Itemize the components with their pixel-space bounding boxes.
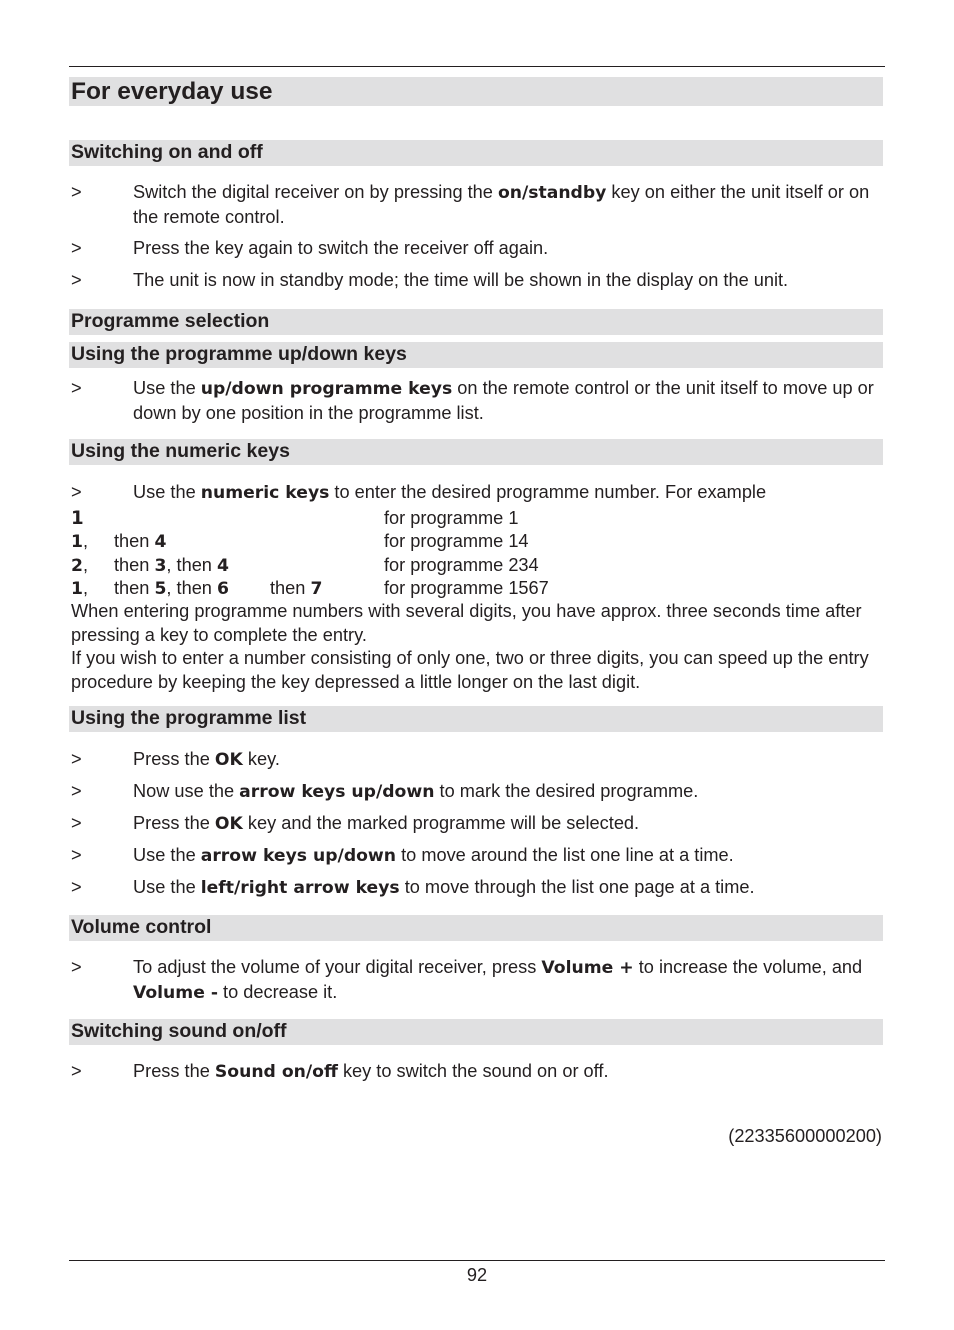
text: key. (242, 749, 280, 769)
section-heading-volume: Volume control (69, 915, 883, 941)
key-name: arrow keys up/down (239, 782, 435, 802)
text: to increase the volume, and (633, 957, 863, 977)
bullet-marker: > (71, 957, 82, 977)
text: to enter the desired programme number. For example (329, 482, 767, 502)
text: key to switch the sound on or off. (337, 1061, 609, 1081)
text: Use the (133, 877, 201, 897)
key-name: OK (214, 750, 243, 770)
subsection-heading-list: Using the programme list (69, 706, 883, 732)
text: on the remote control or the unit itself to move up or down by one position in the programme list. (133, 378, 874, 423)
bullet-marker: > (71, 378, 82, 398)
key-name: OK (214, 814, 243, 834)
text: Use the (133, 845, 201, 865)
paragraph: When entering programme numbers with several digits, you have approx. three seconds time after pressing a key to complete the entry. (71, 601, 862, 645)
section-heading-programme: Programme selection (69, 309, 883, 335)
key-name: numeric keys (200, 483, 330, 503)
text: to move around the list one line at a time. (396, 845, 734, 865)
text: Switch the digital receiver on by pressing the (133, 182, 498, 202)
paragraph: If you wish to enter a number consisting of only one, two or three digits, you can speed up the entry procedure by keeping the key depressed a little longer on the last digit. (71, 648, 869, 692)
text: to mark the desired programme. (434, 781, 699, 801)
example-description: for programme 234 (384, 555, 539, 575)
top-rule (69, 66, 885, 67)
text: Press the (133, 1061, 215, 1081)
bullet-marker: > (71, 749, 82, 769)
key-digit: 5 (154, 579, 167, 599)
key-name: on/standby (497, 183, 607, 203)
bullet-marker: > (71, 482, 82, 502)
bullet-marker: > (71, 238, 82, 258)
key-digit: 2 (71, 556, 83, 576)
text: The unit is now in standby mode; the time will be shown in the display on the unit. (133, 270, 789, 290)
bottom-rule (69, 1260, 885, 1261)
text: then (114, 531, 155, 551)
section-heading-sound: Switching sound on/off (69, 1019, 883, 1045)
text: Use the (133, 378, 201, 398)
example-description: for programme 1567 (384, 578, 549, 598)
text: then (114, 578, 155, 598)
text: Now use the (133, 781, 240, 801)
text: Press the key again to switch the receiver off again. (133, 238, 549, 258)
bullet-marker: > (71, 813, 82, 833)
subsection-heading-updown: Using the programme up/down keys (69, 342, 883, 368)
text: , (82, 531, 89, 551)
example-description: for programme 1 (384, 508, 519, 528)
text: to move through the list one page at a time. (399, 877, 755, 897)
key-name: Volume + (541, 958, 634, 978)
key-digit: 6 (216, 579, 229, 599)
text: then (114, 555, 155, 575)
bullet-marker: > (71, 270, 82, 290)
key-digit: 4 (154, 532, 167, 552)
text: then (270, 578, 311, 598)
bullet-marker: > (71, 781, 82, 801)
page-number: 92 (466, 1265, 488, 1285)
key-name: Volume - (133, 982, 218, 1003)
section-heading-switching: Switching on and off (69, 140, 883, 166)
text: to decrease it. (217, 981, 338, 1002)
text: key and the marked programme will be selected. (242, 813, 640, 833)
key-digit: 4 (216, 556, 229, 576)
key-name: up/down programme keys (200, 379, 453, 399)
key-name: left/right arrow keys (200, 878, 400, 898)
key-name: Sound on/off (214, 1062, 338, 1082)
bullet-marker: > (71, 845, 82, 865)
text: Use the (133, 482, 201, 502)
key-digit: 7 (310, 579, 323, 599)
bullet-marker: > (71, 1061, 82, 1081)
key-digit: 1 (71, 508, 84, 529)
text: , (82, 555, 89, 575)
bullet-marker: > (71, 877, 82, 897)
text: , (82, 578, 89, 598)
text: Press the (133, 813, 215, 833)
key-name: arrow keys up/down (200, 846, 397, 866)
text: key on either the unit itself or on the remote control. (133, 182, 870, 227)
text: , then (166, 578, 217, 598)
text: Press the (133, 749, 215, 769)
page-title: For everyday use (69, 77, 883, 106)
example-description: for programme 14 (384, 531, 529, 551)
bullet-marker: > (71, 182, 82, 202)
key-digit: 3 (154, 556, 167, 576)
text: To adjust the volume of your digital receiver, press (133, 957, 542, 977)
reference-code: (22335600000200) (728, 1126, 882, 1146)
key-digit: 1 (71, 532, 83, 552)
text: , then (166, 555, 217, 575)
key-digit: 1 (71, 579, 83, 599)
subsection-heading-numeric: Using the numeric keys (69, 439, 883, 465)
